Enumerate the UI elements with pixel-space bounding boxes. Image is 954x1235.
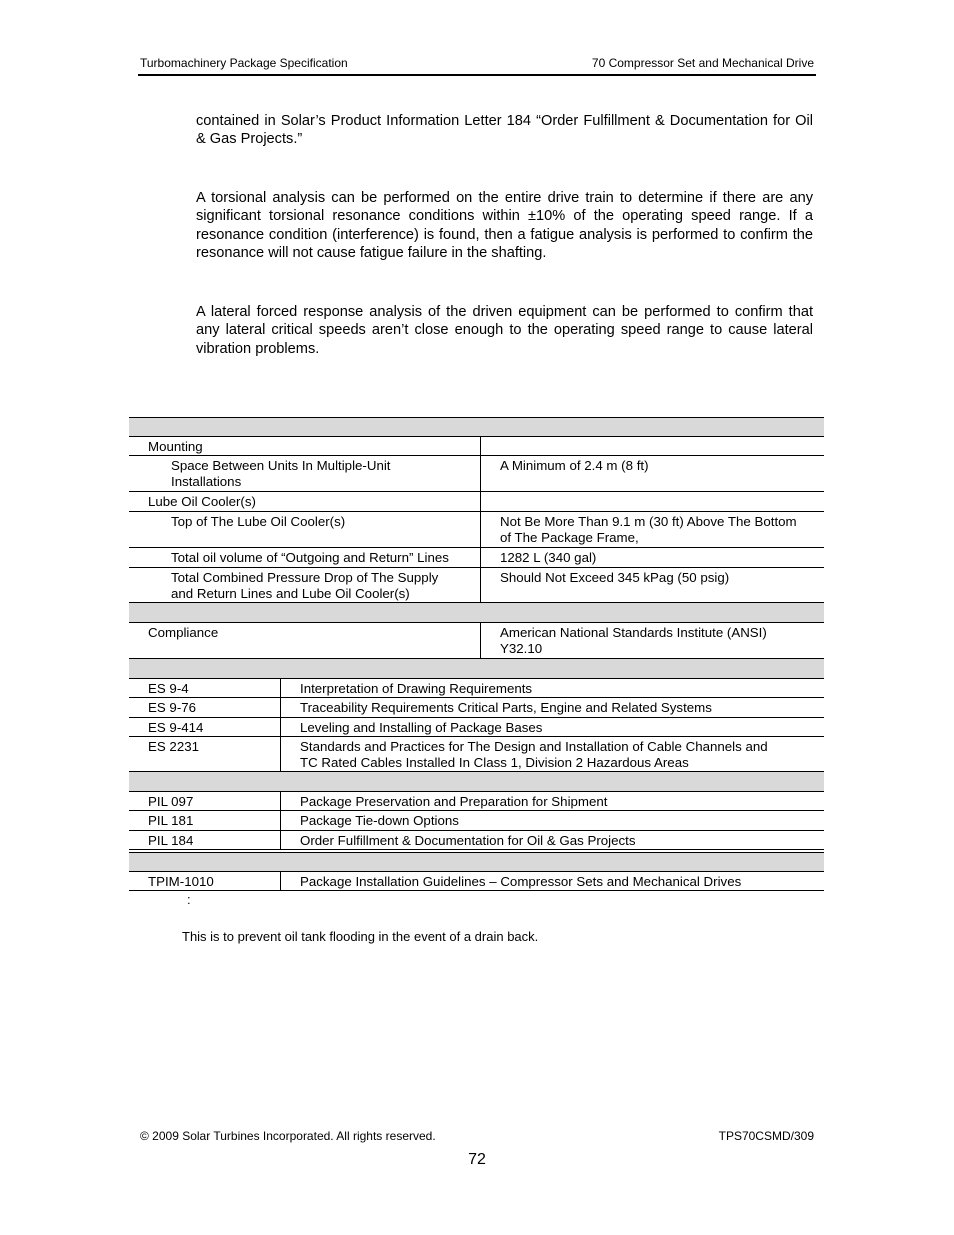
row-value: 1282 L (340 gal) bbox=[500, 550, 597, 565]
table-row bbox=[129, 623, 824, 659]
document-title: Traceability Requirements Critical Parts, Engine and Related Systems bbox=[300, 700, 712, 715]
footer-copyright: © 2009 Solar Turbines Incorporated. All rights reserved. bbox=[140, 1129, 436, 1143]
document-code: ES 9-76 bbox=[129, 698, 281, 717]
table-row bbox=[129, 492, 824, 512]
row-label: Space Between Units In Multiple-Unit Installations bbox=[129, 456, 481, 491]
document-title: Order Fulfillment & Documentation for Oil & Gas Projects bbox=[300, 833, 636, 848]
table-row bbox=[129, 872, 824, 891]
footnote: This is to prevent oil tank flooding in the event of a drain back. bbox=[182, 929, 539, 944]
table-row bbox=[129, 698, 824, 718]
table-section-header bbox=[129, 603, 824, 623]
row-value bbox=[481, 437, 824, 455]
paragraph-lateral-analysis: A lateral forced response analysis of the driven equipment can be performed to confirm that any lateral critical speeds aren’t close enough to the operating speed range to cause lateral vibration problems. bbox=[196, 304, 813, 357]
row-label: Total Combined Pressure Drop of The Supply and Return Lines and Lube Oil Cooler(s) bbox=[129, 568, 481, 602]
table-row bbox=[129, 548, 824, 568]
table-section-header bbox=[129, 417, 824, 437]
document-code: PIL 181 bbox=[129, 811, 281, 830]
table-section-header bbox=[129, 852, 824, 872]
row-label: Lube Oil Cooler(s) bbox=[129, 492, 481, 511]
header-title-left: Turbomachinery Package Specification bbox=[140, 56, 348, 70]
row-value: Should Not Exceed 345 kPag (50 psig) bbox=[500, 570, 730, 585]
table-row bbox=[129, 568, 824, 603]
table-row bbox=[129, 679, 824, 698]
row-value bbox=[481, 492, 824, 511]
document-code: TPIM-1010 bbox=[129, 872, 281, 890]
document-title: Package Preservation and Preparation for Shipment bbox=[300, 794, 608, 809]
document-code: ES 2231 bbox=[129, 737, 281, 771]
row-label: Total oil volume of “Outgoing and Return” Lines bbox=[129, 548, 481, 567]
document-code: PIL 184 bbox=[129, 831, 281, 849]
row-label: Mounting bbox=[129, 437, 481, 455]
footer-document-id: TPS70CSMD/309 bbox=[718, 1129, 814, 1143]
table-row bbox=[129, 718, 824, 737]
table-row bbox=[129, 792, 824, 811]
document-title: Interpretation of Drawing Requirements bbox=[300, 681, 533, 696]
row-value: American National Standards Institute (ANSI) Y32.10 bbox=[500, 625, 767, 656]
table-row bbox=[129, 737, 824, 772]
row-value: A Minimum of 2.4 m (8 ft) bbox=[500, 458, 649, 473]
table-row bbox=[129, 811, 824, 831]
document-code: ES 9-4 bbox=[129, 679, 281, 697]
row-label: Top of The Lube Oil Cooler(s) bbox=[129, 512, 481, 547]
table-row bbox=[129, 831, 824, 850]
header-title-right: 70 Compressor Set and Mechanical Drive bbox=[591, 56, 814, 70]
header-rule bbox=[138, 74, 816, 76]
note-marker: : bbox=[187, 892, 191, 907]
page-number: 72 bbox=[468, 1151, 486, 1168]
table-row bbox=[129, 512, 824, 548]
paragraph-torsional-analysis: A torsional analysis can be performed on the entire drive train to determine if there are any significant torsional resonance conditions within ±10% of the operating speed range. If a resonance condition (interference) is found, then a fatigue analysis is performed to confirm the resonance will not cause fatigue failure in the shafting. bbox=[196, 190, 813, 261]
table-row bbox=[129, 456, 824, 492]
table-section-header bbox=[129, 772, 824, 792]
row-value: Not Be More Than 9.1 m (30 ft) Above The Bottom of The Package Frame, bbox=[500, 514, 797, 545]
table-row bbox=[129, 437, 824, 456]
document-title: Package Installation Guidelines – Compressor Sets and Mechanical Drives bbox=[300, 874, 742, 889]
document-title: Package Tie-down Options bbox=[300, 813, 459, 828]
document-title: Standards and Practices for The Design and Installation of Cable Channels and TC Rated Cables Installed In Class 1, Division 2 Hazardous Areas bbox=[300, 739, 768, 770]
table-section-header bbox=[129, 659, 824, 679]
document-code: ES 9-414 bbox=[129, 718, 281, 736]
paragraph-documentation: contained in Solar’s Product Information Letter 184 “Order Fulfillment & Documentation for Oil & Gas Projects.” bbox=[196, 113, 813, 148]
document-title: Leveling and Installing of Package Bases bbox=[300, 720, 543, 735]
row-label: Compliance bbox=[129, 623, 481, 658]
document-code: PIL 097 bbox=[129, 792, 281, 810]
